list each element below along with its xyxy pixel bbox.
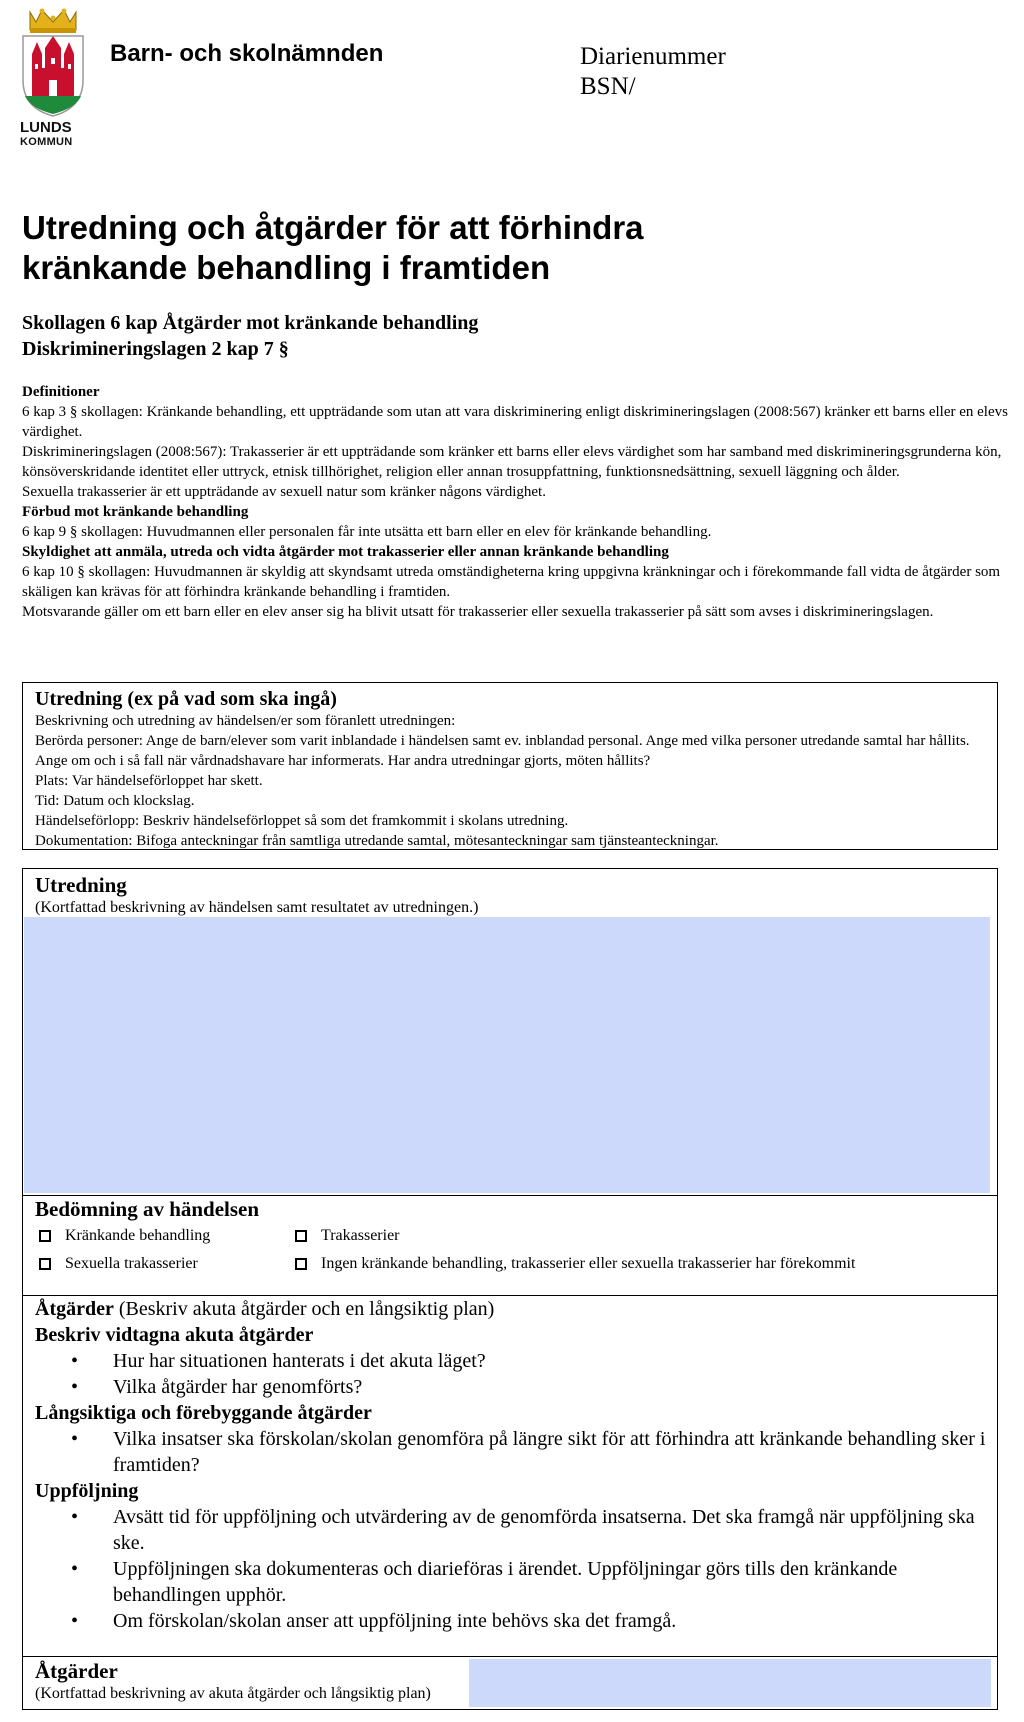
followup-list	[35, 1504, 1009, 1634]
definition-paragraph: Diskrimineringslagen (2008:567): Trakasserier är ett uppträdande som kränker ett barns eller elevs värdighet som har samband med diskrimineringsgrunderna kön, könsöverskridande identitet eller uttryck, etnisk tillhörighet, religion eller annan trosuppfattning, funktionsnedsättning, sexuell läggning och ålder.	[22, 444, 1002, 480]
atgarder-guide-heading	[35, 1296, 1009, 1322]
atgarder-field-heading: Åtgärder	[35, 1659, 118, 1683]
logo-text-lunds: LUNDS	[20, 119, 72, 136]
checkbox-ingen-krankning[interactable]	[295, 1255, 855, 1273]
guide-line: Berörda personer: Ange de barn/elever som varit inblandade i händelsen samt ev. inblandad personal. Ange med vilka personer utredande samtal har hållits. Ange om och i så fall när vårdnadshavare har informerats. Har andra utredningar gjorts, möten hållits?	[35, 733, 970, 769]
diarie-value: BSN/	[580, 73, 636, 100]
logo-text	[20, 120, 90, 150]
guide-line: Händelseförlopp: Beskriv händelseförloppet så som det framkommit i skolans utredning.	[35, 813, 569, 829]
investigation-form	[22, 868, 998, 1710]
checkbox-icon[interactable]	[39, 1230, 51, 1242]
prohibition-heading: Förbud mot kränkande behandling	[22, 504, 249, 520]
definitions-heading: Definitioner	[22, 384, 100, 400]
coat-of-arms-icon	[20, 8, 86, 120]
list-item: • Hur har situationen hanterats i det akuta läget?	[113, 1348, 1009, 1374]
diarie-block	[580, 42, 726, 102]
checkbox-icon[interactable]	[295, 1258, 307, 1270]
utredning-heading: Utredning	[35, 873, 127, 897]
list-item: • Avsätt tid för uppföljning och utvärdering av de genomförda insatserna. Det ska framgå när uppföljning ska ske.	[113, 1504, 1009, 1556]
definition-paragraph: 6 kap 9 § skollagen: Huvudmannen eller personalen får inte utsätta ett barn eller en elev för kränkande behandling.	[22, 524, 712, 540]
utredning-section	[23, 869, 997, 1195]
guide-line: Dokumentation: Bifoga anteckningar från samtliga utredande samtal, mötesanteckningar sam tjänsteanteckningar.	[35, 833, 719, 849]
checkbox-trakasserier[interactable]	[295, 1227, 400, 1245]
list-item: • Om förskolan/skolan anser att uppföljning inte behövs ska det framgå.	[113, 1608, 1009, 1634]
atgarder-field-subheading: (Kortfattad beskrivning av akuta åtgärder och långsiktig plan)	[35, 1685, 431, 1702]
department-name: Barn- och skolnämnden	[110, 40, 384, 67]
checkbox-label: Ingen kränkande behandling, trakasserier eller sexuella trakasserier har förekommit	[321, 1255, 856, 1272]
investigation-guide-box	[22, 682, 998, 850]
list-item: • Vilka insatser ska förskolan/skolan genomföra på längre sikt för att förhindra att kränkande behandling sker i framtiden?	[113, 1426, 1009, 1478]
law-line-2: Diskrimineringslagen 2 kap 7 §	[22, 338, 289, 360]
guide-line: Tid: Datum och klockslag.	[35, 793, 195, 809]
checkbox-label: Kränkande behandling	[65, 1227, 211, 1244]
definition-paragraph: Sexuella trakasserier är ett uppträdande av sexuell natur som kränker någons värdighet.	[22, 484, 546, 500]
atgarder-heading-bold: Åtgärder	[35, 1298, 114, 1320]
definition-paragraph: 6 kap 3 § skollagen: Kränkande behandling, ett uppträdande som utan att vara diskriminering enligt diskrimineringslagen (2008:567) kränker ett barns eller en elevs värdighet.	[22, 404, 1008, 440]
obligation-heading: Skyldighet att anmäla, utreda och vidta åtgärder mot trakasserier eller annan kränkande behandling	[22, 544, 669, 560]
definition-paragraph: Motsvarande gäller om ett barn eller en elev anser sig ha blivit utsatt för trakasserier eller sexuella trakasserier på sätt som avses i diskrimineringslagen.	[22, 604, 934, 620]
checkbox-sexuella-trakasserier[interactable]	[39, 1255, 198, 1273]
long-term-list	[35, 1426, 1009, 1478]
acute-measures-list	[35, 1348, 1009, 1400]
law-references	[22, 310, 478, 362]
guide-line: Plats: Var händelseförloppet har skett.	[35, 773, 263, 789]
guide-line: Beskrivning och utredning av händelsen/er som föranlett utredningen:	[35, 713, 456, 729]
atgarder-field-section	[23, 1657, 997, 1709]
guide-heading: Utredning (ex på vad som ska ingå)	[35, 688, 337, 710]
atgarder-text-field[interactable]	[469, 1659, 991, 1707]
document-title	[22, 208, 644, 288]
diarie-label: Diarienummer	[580, 43, 726, 70]
definitions-section	[22, 382, 1012, 622]
bedomning-heading: Bedömning av händelsen	[35, 1197, 260, 1221]
law-line-1: Skollagen 6 kap Åtgärder mot kränkande behandling	[22, 312, 479, 334]
atgarder-guide-section	[23, 1296, 1009, 1656]
long-term-heading: Långsiktiga och förebyggande åtgärder	[35, 1402, 372, 1424]
definition-paragraph: 6 kap 10 § skollagen: Huvudmannen är skyldig att skyndsamt utreda omständigheterna kring uppgivna kränkningar och i förekommande fall vidta de åtgärder som skäligen kan krävas för att förhindra kränkande behandling i framtiden.	[22, 564, 1001, 600]
utredning-text-field[interactable]	[24, 917, 990, 1193]
checkbox-krankande-behandling[interactable]	[39, 1227, 210, 1245]
bedomning-section	[23, 1195, 997, 1295]
checkbox-label: Sexuella trakasserier	[65, 1255, 198, 1272]
atgarder-heading-rest: (Beskriv akuta åtgärder och en långsiktig plan)	[113, 1298, 495, 1320]
acute-measures-heading: Beskriv vidtagna akuta åtgärder	[35, 1324, 314, 1346]
list-item: • Uppföljningen ska dokumenteras och diarieföras i ärendet. Uppföljningar görs tills den kränkande behandlingen upphör.	[113, 1556, 1009, 1608]
followup-heading: Uppföljning	[35, 1480, 139, 1502]
logo-text-kommun: KOMMUN	[20, 136, 73, 148]
checkbox-label: Trakasserier	[321, 1227, 400, 1244]
checkbox-icon[interactable]	[39, 1258, 51, 1270]
list-item: • Vilka åtgärder har genomförts?	[113, 1374, 1009, 1400]
title-line-1: Utredning och åtgärder för att förhindra	[22, 209, 644, 246]
title-line-2: kränkande behandling i framtiden	[22, 249, 551, 286]
utredning-subheading: (Kortfattad beskrivning av händelsen samt resultatet av utredningen.)	[35, 899, 479, 916]
checkbox-icon[interactable]	[295, 1230, 307, 1242]
